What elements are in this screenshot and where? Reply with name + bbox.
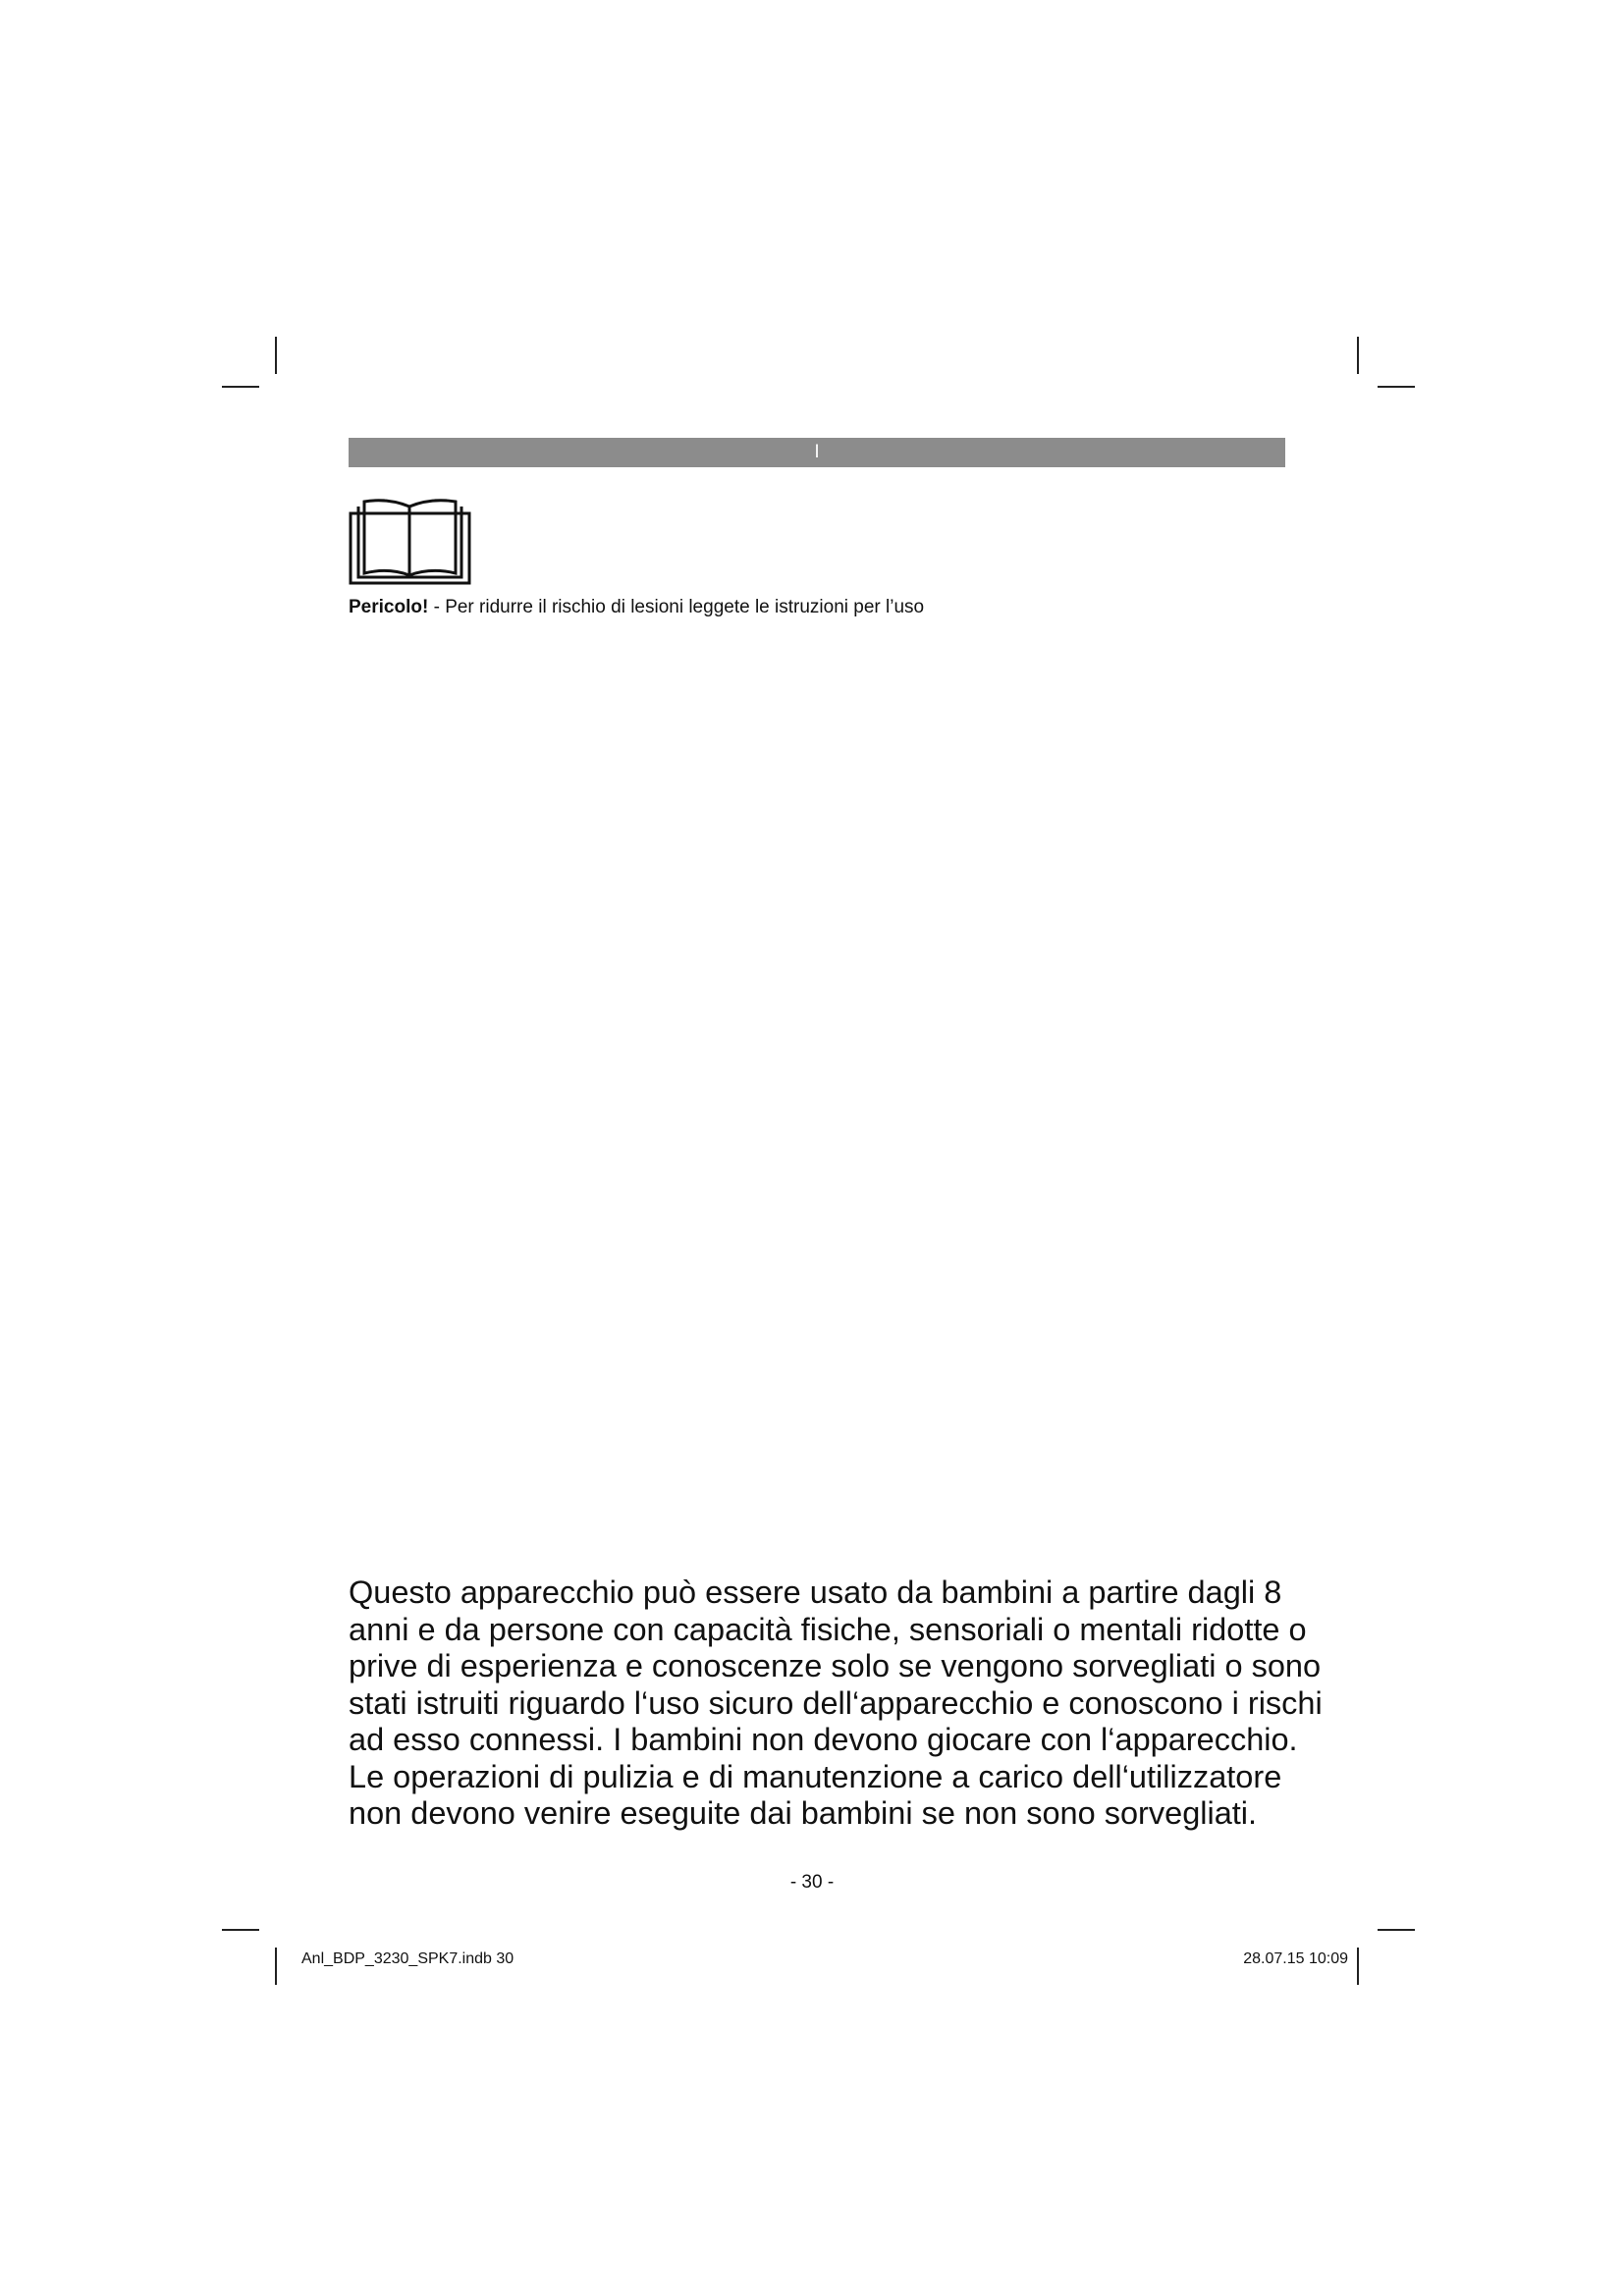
paragraph-line: non devono venire eseguite dai bambini se non sono sorvegliati. [349,1795,1258,1831]
warning-text: - Per ridurre il rischio di lesioni leggete le istruzioni per l’uso [428,597,925,617]
crop-mark [1378,386,1415,388]
language-code: I [814,442,820,462]
paragraph-line: prive di esperienza e conoscenze solo se vengono sorvegliati o sono [349,1648,1322,1683]
crop-mark [222,1929,259,1931]
file-slug: Anl_BDP_3230_SPK7.indb 30 [301,1950,514,1967]
warning-line [349,596,924,619]
language-header-bar [349,438,1285,467]
paragraph-line: Le operazioni di pulizia e di manutenzione a carico dell‘utilizzatore [349,1758,1282,1794]
date-time-slug: 28.07.15 10:09 [1243,1950,1348,1967]
safety-paragraph [349,1575,1330,1833]
warning-label: Pericolo! [349,597,429,617]
paragraph-line: Questo apparecchio può essere usato da bambini a partire dagli 8 [349,1575,1282,1610]
crop-mark [275,337,277,374]
crop-mark [275,1948,277,1985]
crop-mark [1357,1948,1359,1985]
crop-mark [222,386,259,388]
paragraph-line: stati istruiti riguardo l‘uso sicuro dell‘apparecchio e conoscono i rischi [349,1684,1323,1721]
page-number: - 30 - [789,1872,835,1893]
paragraph-line: anni e da persone con capacità fisiche, sensoriali o mentali ridotte o [349,1611,1307,1647]
paragraph-line: ad esso connessi. I bambini non devono giocare con l‘apparecchio. [349,1722,1298,1757]
crop-mark [1378,1929,1415,1931]
open-book-icon [349,499,471,585]
crop-mark [1357,337,1359,374]
